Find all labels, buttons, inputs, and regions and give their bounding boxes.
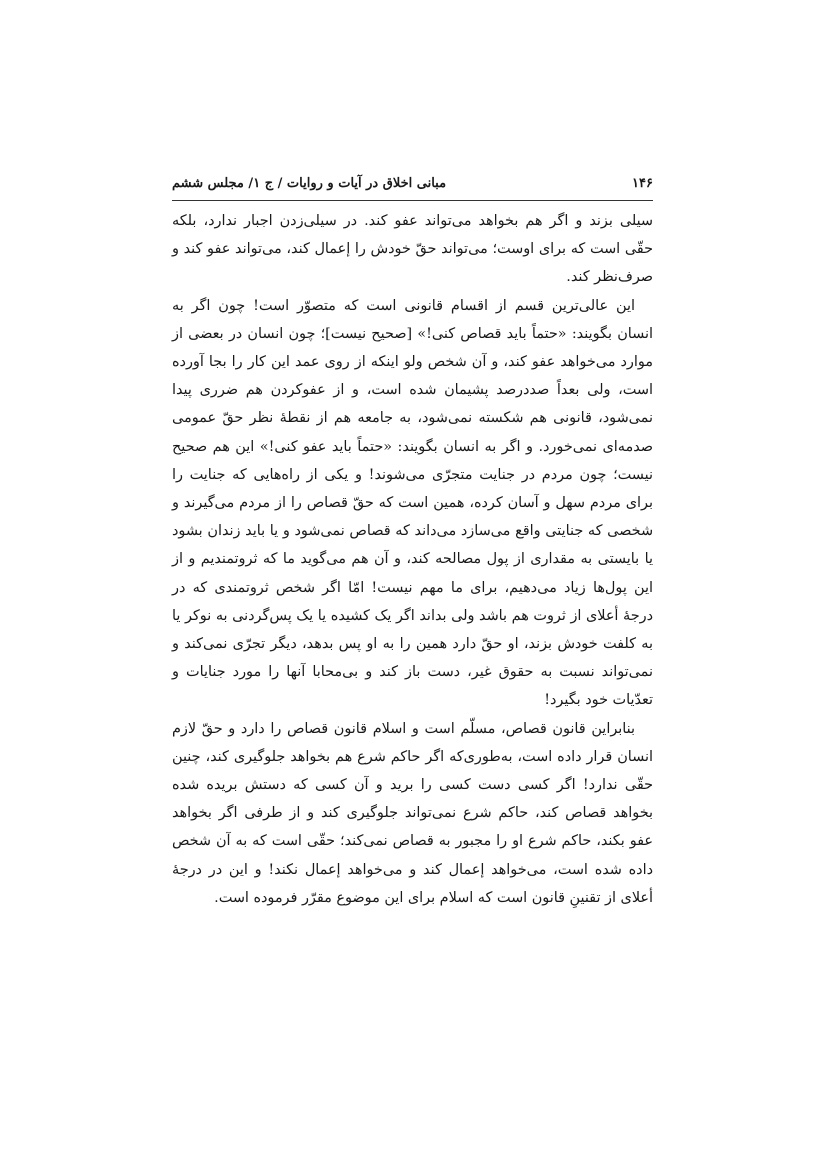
page-header [172,171,653,197]
page-number: ۱۴۶ [632,176,653,191]
body-text [172,207,653,912]
paragraph: سیلی بزند و اگر هم بخواهد می‌تواند عفو کند. در سیلی‌زدن اجبار ندارد، بلکه حقّی است که برای اوست؛ می‌تواند حقّ خودش را إعمال کند، می‌تواند عفو کند و صرف‌نظر کند. [172,213,653,286]
paragraph: این عالی‌ترین قسم از اقسام قانونی است که متصوّر است! چون اگر به انسان بگویند: «حتماً باید قصاص کنی!» [صحیح نیست]؛ چون انسان در بعضی از موارد می‌خواهد عفو کند، و آن شخص ولو اینکه از روی عمد این کار را بجا آورده است، ولی بعداً صددرصد پشیمان شده است، و از عفوکردن هم ضرری پیدا نمی‌شود، قانونی هم شکسته نمی‌شود، به جامعه هم از نقطهٔ نظر حقّ عمومی صدمه‌ای نمی‌خورد. و اگر به انسان بگویند: «حتماً باید عفو کنی!» این هم صحیح نیست؛ چون مردم در جنایت متجرّی می‌شوند! و یکی از راه‌هایی که جنایت را برای مردم سهل و آسان کرده، همین است که حقّ قصاص را از مردم می‌گیرند و شخصی که جنایتی واقع می‌سازد می‌داند که قصاص نمی‌شود و یا باید زندان بشود یا بایستی به مقداری از پول مصالحه کند، و آن هم می‌گوید ما که ثروتمندیم و از این پول‌ها زیاد می‌دهیم، برای ما مهم نیست! امّا اگر شخص ثروتمندی که در درجهٔ أعلای از ثروت هم باشد ولی بداند اگر یک کشیده یا یک پس‌گردنی به نوکر یا به کلفت خودش بزند، او حقّ دارد همین را به او پس بدهد، دیگر تجرّی نمی‌کند و نمی‌تواند نسبت به حقوق غیر، دست باز کند و بی‌محابا آنها را مورد جنایات و تعدّیات خود بگیرد! [172,297,653,709]
header-rule [172,200,653,201]
paragraph: بنابراین قانون قصاص، مسلّم است و اسلام قانون قصاص را دارد و حقّ لازم انسان قرار داده است، به‌طوری‌که اگر حاکم شرع هم بخواهد جلوگیری کند، چنین حقّی ندارد! اگر کسی دست کسی را برید و آن کسی که دستش بریده شده بخواهد قصاص کند، حاکم شرع نمی‌تواند جلوگیری کند و از طرفی اگر بخواهد عفو بکند، حاکم شرع او را مجبور به قصاص نمی‌کند؛ حقّی است که به آن شخص داده شده است، می‌خواهد إعمال کند و می‌خواهد إعمال نکند! و این در درجهٔ أعلای از تقنینِ قانون است که اسلام برای این موضوع مقرّر فرموده است. [172,720,653,906]
running-title: مبانی اخلاق در آیات و روایات / ج ۱/ مجلس ششم [172,176,447,191]
